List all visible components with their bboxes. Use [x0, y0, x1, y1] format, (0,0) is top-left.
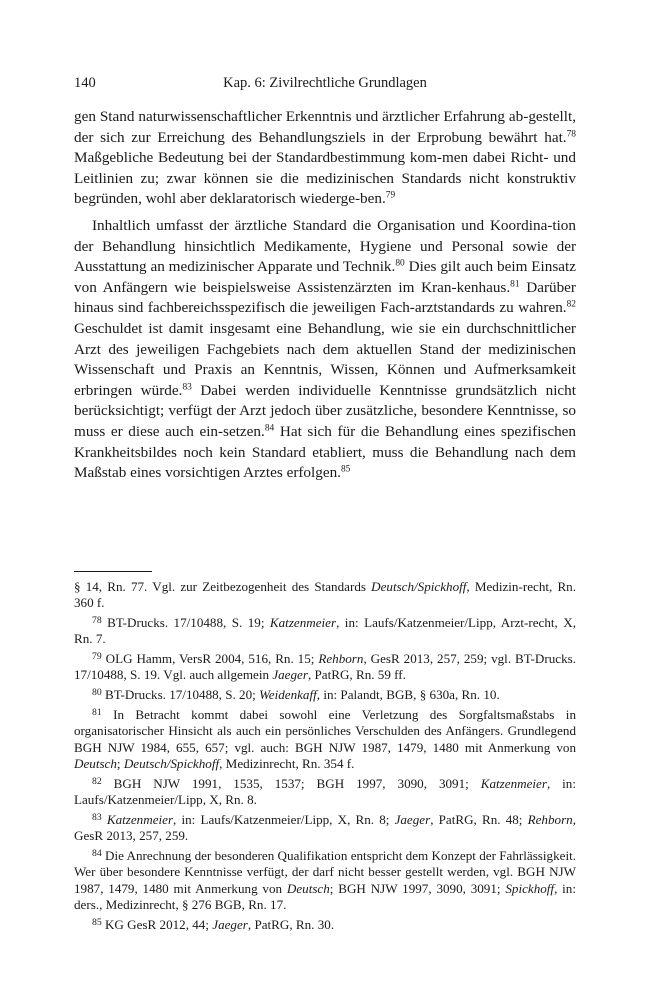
text-run: BT-Drucks. 17/10488, S. 19;	[101, 615, 270, 631]
text-run: § 14, Rn. 77. Vgl. zur Zeitbezogenheit des Standards	[74, 579, 372, 594]
text-run: Dabei werden individuelle Kenntnisse grundsätzlich nicht berücksichtigt; verfügt der Arzt jedoch über zusätzliche, besondere Kenntnisse, so muss er diese auch ein-setzen.	[74, 381, 576, 440]
footnote	[74, 848, 576, 913]
text-run: BT-Drucks. 17/10488, S. 20;	[101, 687, 260, 703]
text-run: , PatRG, Rn. 30.	[247, 916, 335, 932]
paragraph	[74, 216, 576, 484]
text-run: , GesR 2013, 257, 259.	[74, 811, 576, 844]
text-run: , GesR 2013, 257, 259; vgl. BT-Drucks. 17/10488, S. 19. Vgl. auch allgemein	[74, 651, 576, 683]
text-run: ; BGH NJW 1997, 3090, 3091;	[329, 880, 506, 896]
footnote-number: 79	[92, 651, 102, 663]
italic-citation: Rehborn	[318, 651, 364, 667]
footnote-separator	[74, 571, 152, 572]
text-run: OLG Hamm, VersR 2004, 516, Rn. 15;	[101, 651, 319, 667]
footnote	[74, 917, 576, 933]
footnote-number: 78	[92, 615, 102, 627]
text-run: , Medizinrecht, Rn. 354 f.	[219, 755, 355, 771]
italic-citation: Deutsch/Spickhoff	[371, 579, 467, 594]
italic-citation: Jaeger	[212, 916, 248, 932]
italic-citation: Katzenmeier	[106, 811, 174, 827]
text-run: Maßgebliche Bedeutung bei der Standardbestimmung kom-men dabei Richt- und Leitlinien zu; zwar können sie die medizinischen Standards nicht konstruktiv begründen, wohl aber deklaratorisch wiederge-ben.	[74, 149, 576, 208]
footnotes	[74, 579, 576, 936]
footnote	[74, 707, 576, 772]
main-text	[74, 107, 576, 484]
italic-citation: Jaeger	[394, 811, 431, 827]
footnote-number: 80	[92, 687, 102, 699]
text-run: Die Anrechnung der besonderen Qualifikation entspricht dem Konzept der Fahrlässigkeit. Wer über besondere Kenntnisse verfügt, der darf nicht besser gestellt werden, vgl. BGH NJW 1987, 1479, 1480 mit Anmerkung von	[74, 847, 576, 896]
footnote-ref: 85	[340, 464, 351, 475]
italic-citation: Katzenmeier	[269, 615, 337, 631]
text-run: , in: ders., Medizinrecht, § 276 BGB, Rn. 17.	[74, 880, 576, 912]
text-run: In Betracht kommt dabei sowohl eine Verletzung des Sorgfaltsmaßstabs in organisatorischer Hinsicht als auch ein persönliches Verschulden des Anfängers. Grundlegend BGH NJW 1984, 655, 657; vgl. auch: BGH NJW 1987, 1479, 1480 mit Anmerkung von	[74, 707, 576, 755]
footnote	[74, 776, 576, 809]
paragraph	[74, 107, 576, 210]
text-run: , Medizin-recht, Rn. 360 f.	[74, 579, 576, 611]
italic-citation: Deutsch	[286, 880, 330, 896]
footnote-ref: 84	[264, 423, 275, 434]
footnote-ref: 78	[566, 128, 576, 139]
text-run: , in: Laufs/Katzenmeier/Lipp, Arzt-recht, X, Rn. 7.	[74, 615, 576, 647]
italic-citation: Weidenkaff	[259, 687, 317, 703]
page-number: 140	[74, 75, 96, 91]
footnote-number: 81	[92, 707, 102, 719]
running-title: Kap. 6: Zivilrechtliche Grundlagen	[223, 75, 427, 91]
footnote-ref: 82	[566, 299, 576, 310]
text-run: , in: Laufs/Katzenmeier/Lipp, X, Rn. 8.	[74, 775, 576, 808]
text-run: BGH NJW 1991, 1535, 1537; BGH 1997, 3090, 3091;	[101, 775, 481, 791]
page-header	[74, 75, 576, 92]
footnote-ref: 81	[510, 279, 520, 290]
italic-citation: Jaeger	[272, 667, 308, 683]
text-run: Dies gilt auch beim Einsatz von Anfängern wie beispielsweise Assistenzärzten im Kran-kenhaus.	[74, 258, 576, 296]
italic-citation: Deutsch/Spickhoff	[123, 755, 220, 771]
footnote-number: 84	[92, 847, 102, 859]
footnote-number: 85	[92, 916, 102, 928]
text-run: Hat sich für die Behandlung eines spezifischen Krankheitsbildes noch kein Standard etabliert, muss die Behandlung nach dem Maßstab eines vorsichtigen Arztes erfolgen.	[74, 422, 576, 482]
text-run: Inhaltlich umfasst der ärztliche Standard die Organisation und Koordina-tion der Behandlung hinsichtlich Medikamente, Hygiene und Personal sowie der Ausstattung an medizinischer Apparate und Technik.	[74, 216, 576, 276]
text-run: Darüber hinaus sind fachbereichsspezifisch die jeweiligen Fach-arztstandards zu wahren.	[74, 278, 576, 317]
footnote	[74, 687, 576, 703]
text-run: , in: Laufs/Katzenmeier/Lipp, X, Rn. 8;	[173, 811, 395, 827]
footnote-ref: 83	[182, 382, 192, 393]
text-run: , PatRG, Rn. 59 ff.	[307, 667, 406, 683]
italic-citation: Spickhoff	[505, 880, 555, 896]
text-run: Geschuldet ist damit insgesamt eine Behandlung, wie sie ein durchschnittlicher Arzt des jeweiligen Fachgebiets nach dem aktuellen Stand der medizinischen Wissenschaft und Praxis an Kenntnis, Wissen, Können und Aufmerksamkeit erbringen würde.	[74, 319, 576, 399]
footnote-number: 83	[92, 811, 102, 823]
text-run: , in: Palandt, BGB, § 630a, Rn. 10.	[316, 687, 500, 703]
footnote	[74, 651, 576, 684]
italic-citation: Rehborn	[527, 811, 573, 827]
italic-citation: Katzenmeier	[480, 775, 547, 791]
italic-citation: Deutsch	[74, 755, 117, 771]
footnote	[74, 615, 576, 648]
text-run: gen Stand naturwissenschaftlicher Erkenntnis und ärztlicher Erfahrung ab-gestellt, der sich zur Erreichung des Behandlungsziels in der Erprobung bewährt hat.	[74, 108, 576, 146]
text-run: KG GesR 2012, 44;	[101, 916, 213, 932]
text-run: , PatRG, Rn. 48;	[430, 811, 528, 827]
footnote-ref: 80	[395, 258, 405, 269]
footnote-ref: 79	[385, 190, 396, 201]
text-run: ;	[116, 755, 124, 771]
footnote	[74, 812, 576, 845]
footnote	[74, 579, 576, 612]
footnote-number: 82	[92, 775, 102, 787]
